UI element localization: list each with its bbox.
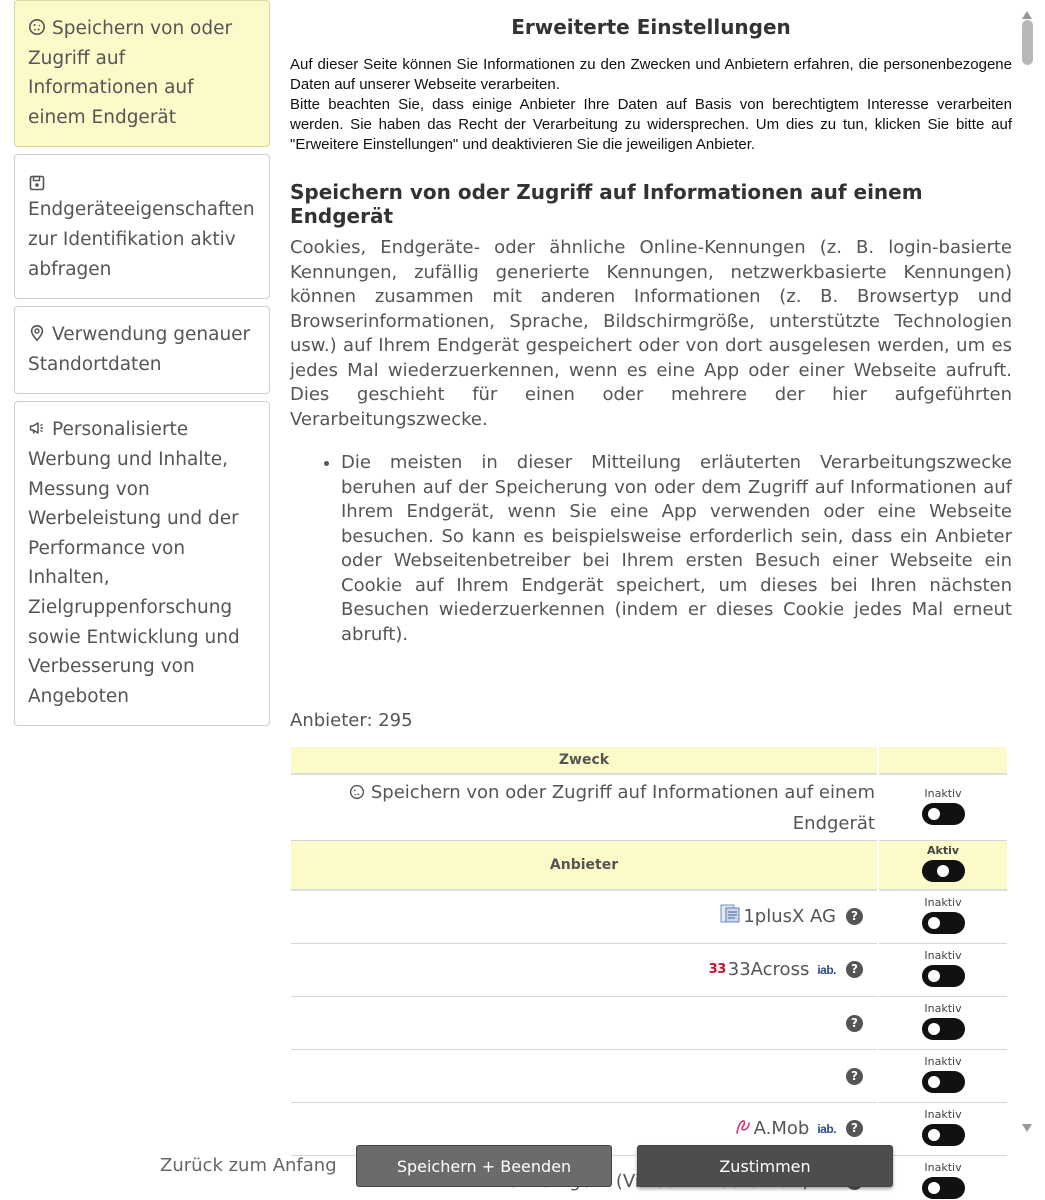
vendor-row xyxy=(291,891,1007,944)
sidebar-item-device-properties[interactable] xyxy=(14,154,270,299)
toggle-state-label: Inaktiv xyxy=(924,1055,962,1068)
vendor-name-cell xyxy=(291,891,877,944)
iab-icon: iab. xyxy=(817,1121,836,1136)
cookie-icon xyxy=(28,18,46,36)
toggle-state-label: Inaktiv xyxy=(924,786,962,800)
sidebar-item-label: Verwendung genauer Standortdaten xyxy=(28,324,251,375)
sidebar-item-location[interactable] xyxy=(14,306,270,394)
section-title: Speichern von oder Zugriff auf Informationen auf einem Endgerät xyxy=(290,180,923,228)
vendor-all-toggle-cell xyxy=(879,841,1007,891)
vendor-toggle[interactable] xyxy=(922,1018,965,1040)
save-icon xyxy=(28,174,46,192)
vendor-name: A.Mob xyxy=(753,1117,810,1139)
page-title: Erweiterte Einstellungen xyxy=(511,15,791,39)
bullet-list xyxy=(290,451,1012,647)
vendor-toggle-cell xyxy=(879,891,1007,944)
vendor-name-cell xyxy=(291,997,877,1050)
vendor-toggle-cell xyxy=(879,997,1007,1050)
vendor-row xyxy=(291,944,1007,997)
purpose-toggle-cell xyxy=(879,775,1007,841)
vendor-toggle[interactable] xyxy=(922,1071,965,1093)
accept-button[interactable]: Zustimmen xyxy=(637,1145,893,1187)
vendor-row xyxy=(291,997,1007,1050)
toggle-state-label: Inaktiv xyxy=(924,949,962,962)
vendor-toggle-cell xyxy=(879,1050,1007,1103)
help-icon[interactable]: ? xyxy=(846,1015,863,1032)
1plusx-logo xyxy=(719,904,741,933)
intro-paragraph: Auf dieser Seite können Sie Informationen zu den Zwecken und Anbietern erfahren, die personenbezogene Daten auf unserer Webseite verarbeiten. xyxy=(290,56,1012,93)
intro-text xyxy=(290,55,1012,155)
purpose-name-cell xyxy=(291,775,877,841)
sidebar-item-label: Personalisierte Werbung und Inhalte, Messung von Werbeleistung und der Performance von Inhalten, Zielgruppenforschung sowie Entwicklung und Verbesserung von Angeboten xyxy=(28,419,240,707)
vendor-name-cell xyxy=(291,944,877,997)
toggle-state-label: Inaktiv xyxy=(924,1002,962,1015)
toggle-state-label: Inaktiv xyxy=(924,896,962,909)
vendor-toggle[interactable] xyxy=(922,965,965,987)
purpose-sidebar xyxy=(14,0,270,733)
toggle-state-label: Inaktiv xyxy=(924,1161,962,1174)
purpose-row xyxy=(291,775,1007,841)
amob-logo xyxy=(734,1116,752,1145)
vendor-count: Anbieter: 295 xyxy=(290,710,413,731)
help-icon[interactable]: ? xyxy=(846,961,863,978)
iab-icon: iab. xyxy=(817,963,836,977)
vendor-name-cell xyxy=(291,1050,877,1103)
vendor-row xyxy=(291,1050,1007,1103)
save-and-exit-button[interactable]: Speichern + Beenden xyxy=(356,1145,612,1187)
main-content xyxy=(290,0,1012,1200)
section-description: Cookies, Endgeräte- oder ähnliche Online-Kennungen (z. B. login-basierte Kennungen, zufällig generierte Kennungen, netzwerkbasierte Kennungen) können zusammen mit anderen Informationen (z. B. Browsertyp und Browserinformationen, Sprache, Bildschirmgröße, unterstützte Technologien usw.) auf Ihrem Endgerät gespeichert oder von dort ausgelesen werden, um es jedes Mal wiederzuerkennen, wenn es eine App oder einer Webseite aufruft. Dies geschieht für einen oder mehrere der hier aufgeführten Verarbeitungszwecke. xyxy=(290,237,1012,430)
toggle-state-label: Inaktiv xyxy=(924,1108,962,1121)
footer-actions xyxy=(0,1145,1045,1187)
sidebar-item-personalised-ads[interactable] xyxy=(14,401,270,726)
vendor-name: 1plusX AG xyxy=(743,905,836,927)
sidebar-item-storage-access[interactable] xyxy=(14,0,270,147)
purpose-name: Speichern von oder Zugriff auf Informationen auf einem Endgerät xyxy=(370,781,875,834)
bullet-item: • Die meisten in dieser Mitteilung erläuterten Verarbeitungszwecke beruhen auf der Speicherung von oder dem Zugriff auf Informationen auf Ihrem Endgerät, wenn Sie eine App verwenden oder eine Webseite besuchen. So kann es beispielsweise erforderlich sein, dass ein Anbieter oder Webseitenbetreiber bei Ihrem ersten Besuch einer Webseite ein Cookie auf Ihrem Endgerät speichert, um dieses bei Ihren nächsten Besuchen wiederzuerkennen (indem er dieses Cookie jedes Mal erneut abruft). xyxy=(341,451,1012,647)
location-pin-icon xyxy=(28,324,46,342)
toggle-state-label: Aktiv xyxy=(926,844,960,857)
intro-paragraph: Bitte beachten Sie, dass einige Anbieter Ihre Daten auf Basis von berechtigtem Interesse verarbeiten werden. Sie haben das Recht der Verarbeitung zu widersprechen. Um dies zu tun, klicken Sie bitte auf "Erweitere Einstellungen" und deaktivieren Sie die jeweiligen Anbieter. xyxy=(290,96,1012,153)
back-to-start-link[interactable]: Zurück zum Anfang xyxy=(160,1155,337,1176)
megaphone-icon xyxy=(28,419,46,437)
help-icon[interactable]: ? xyxy=(846,1120,863,1137)
sidebar-item-label: Speichern von oder Zugriff auf Informationen auf einem Endgerät xyxy=(28,18,233,128)
help-icon[interactable]: ? xyxy=(846,1068,863,1085)
purpose-vendor-table xyxy=(289,747,1009,1200)
scroll-down-arrow-icon[interactable] xyxy=(1021,1118,1033,1128)
vendor-toggle[interactable] xyxy=(922,912,965,934)
toggle-column-header xyxy=(879,747,1007,775)
purpose-column-header: Zweck xyxy=(291,747,877,775)
vendor-column-header: Anbieter xyxy=(291,841,877,891)
all-vendors-toggle[interactable] xyxy=(922,860,965,882)
33across-logo: 33 xyxy=(708,962,726,977)
vendor-toggle-cell xyxy=(879,944,1007,997)
vendor-name: 33Across xyxy=(727,959,810,980)
scroll-up-arrow-icon[interactable] xyxy=(1021,5,1033,15)
cookie-icon xyxy=(349,780,365,809)
purpose-toggle[interactable] xyxy=(922,803,965,825)
vendor-toggle[interactable] xyxy=(922,1124,965,1146)
scrollbar-thumb[interactable] xyxy=(1022,20,1033,65)
help-icon[interactable]: ? xyxy=(846,908,863,925)
sidebar-item-label: Endgeräteeigenschaften zur Identifikation aktiv abfragen xyxy=(28,199,255,280)
